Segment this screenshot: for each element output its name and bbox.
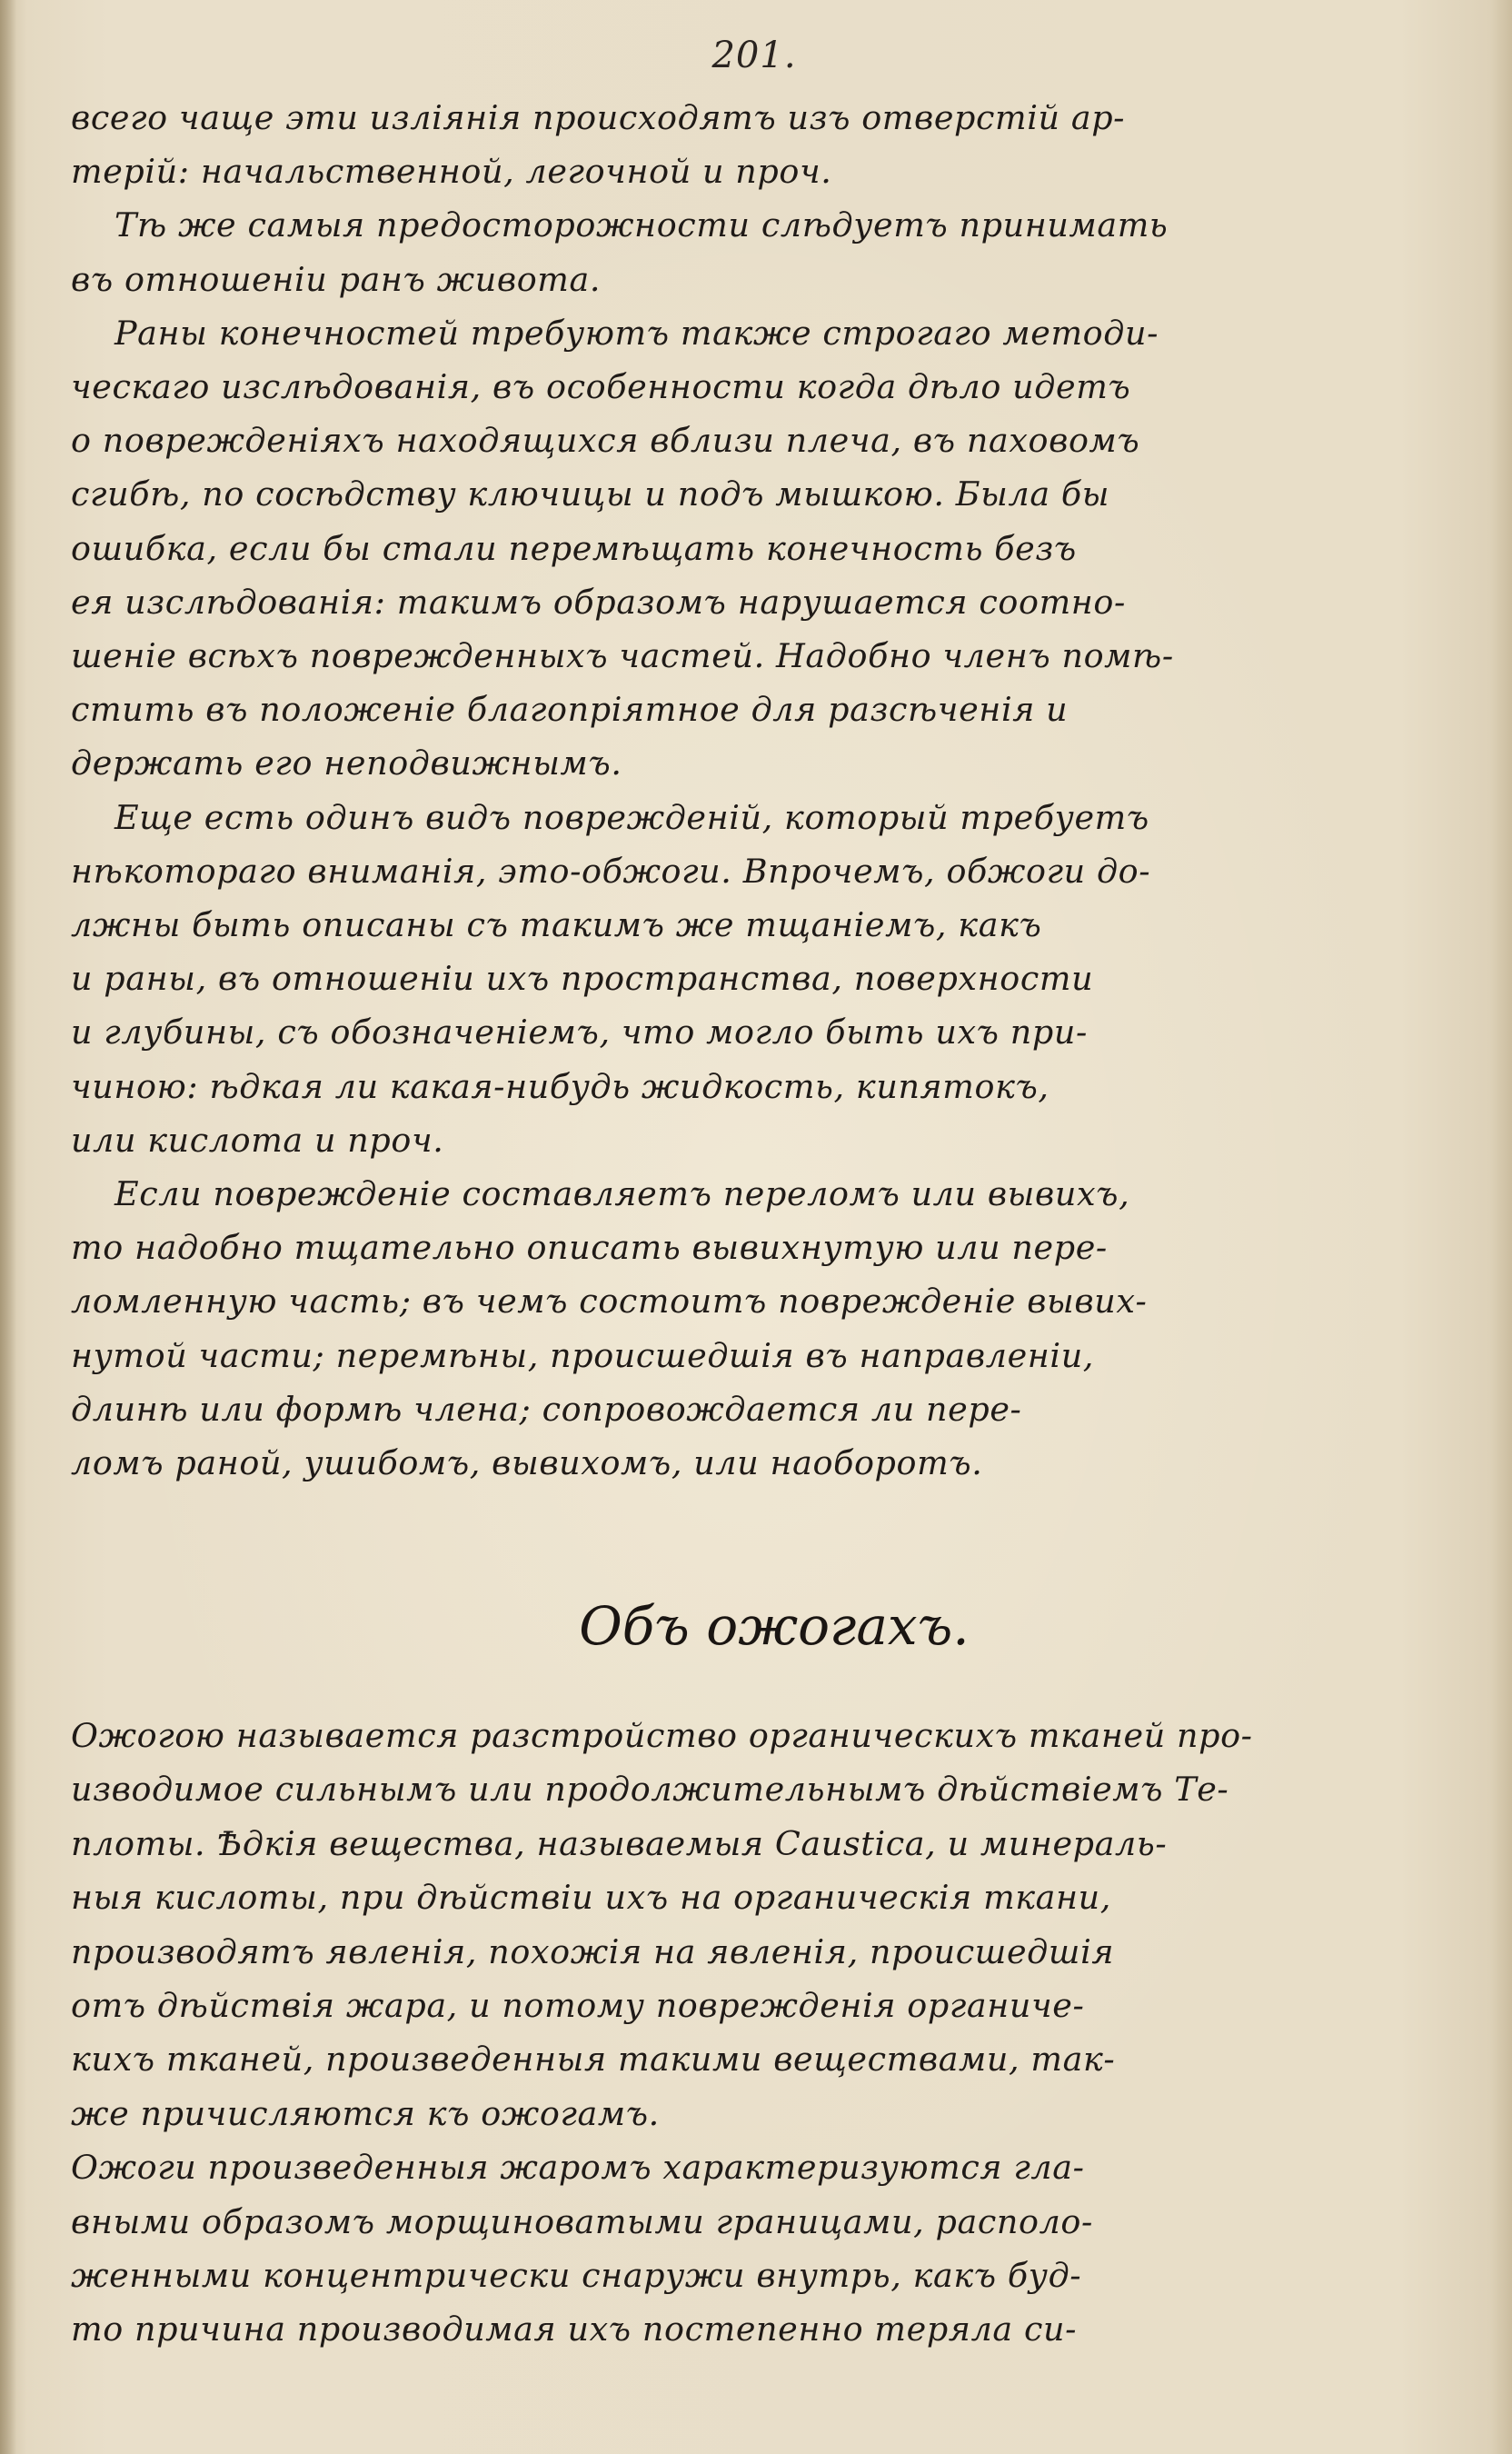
text-line: и раны, въ отношеніи ихъ пространства, поверхности <box>71 959 1094 999</box>
text-line: вными образомъ морщиноватыми границами, располо- <box>71 2201 1093 2241</box>
text-line: плоты. Ѣдкія вещества, называемыя Caustica, и минераль- <box>71 1823 1168 1863</box>
text-line: же причисляются къ ожогамъ. <box>71 2093 660 2133</box>
text-line: лжны быть описаны съ такимъ же тщаніемъ, какъ <box>71 905 1042 944</box>
text-line: ломъ раной, ушибомъ, вывихомъ, или наоборотъ. <box>71 1443 983 1482</box>
text-line: производятъ явленія, похожія на явленія, происшедшія <box>71 1931 1115 1971</box>
text-line: Еще есть одинъ видъ поврежденій, который требуетъ <box>114 797 1149 837</box>
text-line: изводимое сильнымъ или продолжительнымъ дѣйствіемъ Те- <box>71 1770 1229 1810</box>
text-line: ломленную часть; въ чемъ состоитъ поврежденіе вывих- <box>71 1282 1148 1322</box>
text-line: женными концентрически снаружи внутрь, какъ буд- <box>71 2256 1082 2295</box>
text-line: ошибка, если бы стали перемѣщать конечность безъ <box>71 528 1077 568</box>
text-line: кихъ тканей, произведенныя такими веществами, так- <box>71 2040 1116 2080</box>
text-line: о поврежденіяхъ находящихся вблизи плеча, въ паховомъ <box>71 421 1140 461</box>
text-line: держать его неподвижнымъ. <box>71 743 622 783</box>
text-line: въ отношеніи ранъ живота. <box>71 259 602 299</box>
text-line: всего чаще эти изліянія происходятъ изъ отверстій ар- <box>71 98 1126 137</box>
text-line: ныя кислоты, при дѣйствіи ихъ на органическія ткани, <box>71 1878 1111 1918</box>
text-line: Если поврежденіе составляетъ переломъ или вывихъ, <box>114 1174 1130 1213</box>
section-heading: Объ ожогахъ. <box>579 1595 970 1657</box>
text-line: нѣкотораго вниманія, это-обжоги. Впрочемъ, обжоги до- <box>71 851 1151 891</box>
text-line: то надобно тщательно описать вывихнутую или пере- <box>71 1228 1108 1268</box>
text-line: отъ дѣйствія жара, и потому поврежденія органиче- <box>71 1986 1085 2025</box>
text-line: терій: начальственной, легочной и проч. <box>71 152 832 192</box>
text-line: то причина производимая ихъ постепенно теряла си- <box>71 2309 1078 2349</box>
page-number: 201. <box>711 35 797 76</box>
text-line: стить въ положеніе благопріятное для разсѣченія и <box>71 690 1069 730</box>
text-line: или кислота и проч. <box>71 1120 444 1160</box>
text-line: нутой части; перемѣны, происшедшія въ направленіи, <box>71 1335 1094 1375</box>
text-line: и глубины, съ обозначеніемъ, что могло быть ихъ при- <box>71 1013 1088 1052</box>
binding-shadow <box>0 0 16 2454</box>
text-line: шеніе всѣхъ поврежденныхъ частей. Надобно членъ помѣ- <box>71 636 1174 675</box>
text-line: ея изслѣдованія: такимъ образомъ нарушается соотно- <box>71 582 1126 622</box>
text-line: Ожоги произведенныя жаромъ характеризуются гла- <box>71 2148 1085 2188</box>
text-line: Раны конечностей требуютъ также строгаго методи- <box>114 313 1159 353</box>
text-line: Тѣ же самыя предосторожности слѣдуетъ принимать <box>114 205 1169 245</box>
text-line: ческаго изслѣдованія, въ особенности когда дѣло идетъ <box>71 367 1131 406</box>
bleed-through-mark <box>1172 1509 1445 1545</box>
text-line: чиною: ѣдкая ли какая-нибудь жидкость, кипятокъ, <box>71 1066 1049 1106</box>
text-line: длинѣ или формѣ члена; сопровождается ли пере- <box>71 1389 1022 1429</box>
text-line: сгибѣ, по сосѣдству ключицы и подъ мышкою. Была бы <box>71 474 1110 514</box>
text-line: Ожогою называется разстройство органическихъ тканей про- <box>71 1716 1253 1755</box>
